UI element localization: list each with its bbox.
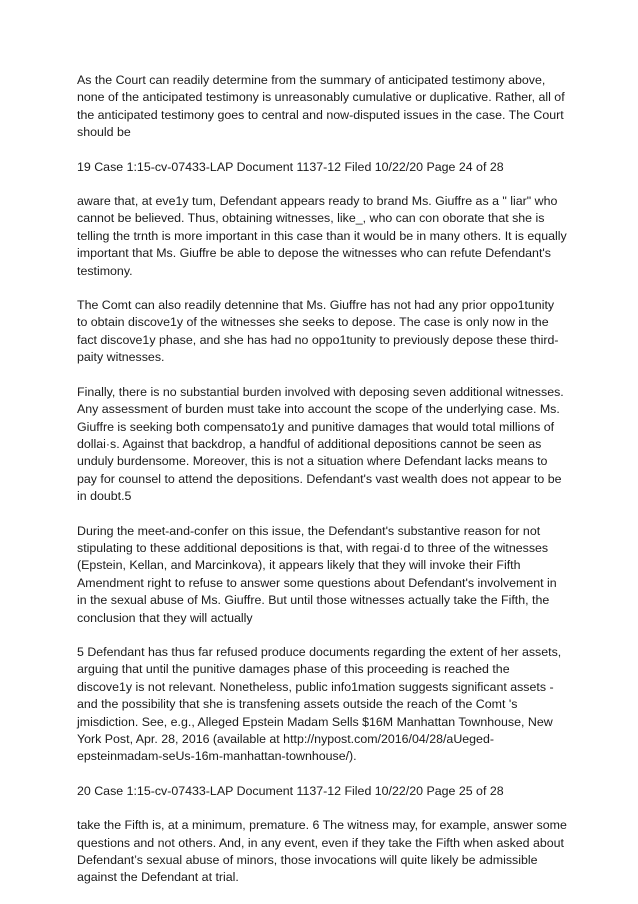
page-header-24: 19 Case 1:15-cv-07433-LAP Document 1137-12 Filed 10/22/20 Page 24 of 28 [77,159,504,174]
paragraph-no-substantial-burden: Finally, there is no substantial burden involved with deposing seven additional witnesses. Any assessment of burden must take into account the scope of the underlying case. Ms. Giuffre is seeking both compensato1y and punitive damages that would total millions of dollai·s. Against that backdrop, a handful of additional depositions cannot be seen as unduly burdensome. Moreover, this is not a situation where Defendant lacks means to pay for counsel to attend the depositions. Defendant's vast wealth does not appear to be in doubt.5 [77,384,564,504]
paragraph-cumulative-testimony: As the Court can readily determine from the summary of anticipated testimony above, none of the anticipated testimony is unreasonably cumulative or duplicative. Rather, all of the anticipated testimony goes to central and now-disputed issues in the case. The Court should be [77,73,565,140]
paragraph-meet-and-confer: During the meet-and-confer on this issue, the Defendant's substantive reason for not stipulating to these additional depositions is that, with regai·d to three of the witnesses (Epstein, Kellan, and Marcinkova), it appears likely that they will invoke their Fifth Amendment right to refuse to answer some questions about Defendant's involvement in in the sexual abuse of Ms. Giuffre. But until those witnesses actually take the Fifth, the conclusion that they will actually [77,523,557,625]
document-page [77,72,567,904]
paragraph-defendant-brands-liar: aware that, at eve1y tum, Defendant appears ready to brand Ms. Giuffre as a " liar" who cannot be believed. Thus, obtaining witnesses, like_, who can con oborate that she is telling the trnth is more important in this case than it would be in many others. It is equally important that Ms. Giuffre be able to depose the witnesses who can refute Defendant's testimony. [77,194,567,278]
paragraph-take-the-fifth: take the Fifth is, at a minimum, premature. 6 The witness may, for example, answer some questions and not others. And, in any event, even if they take the Fifth when asked about Defendant’s sexual abuse of minors, those invocations will quite likely be admissible against the Defendant at trial. [77,818,567,885]
footnote-5: 5 Defendant has thus far refused produce documents regarding the extent of her assets, arguing that until the punitive damages phase of this proceeding is reached the discove1y is not relevant. Nonetheless, public info1mation suggests significant assets - and the possibility that she is transfening assets outside the reach of the Comt 's jmisdiction. See, e.g., Alleged Epstein Madam Sells $16M Manhattan Townhouse, New York Post, Apr. 28, 2016 (available at http://nypost.com/2016/04/28/aUeged-epsteinmadam-seUs-16m-manhattan-townhouse/). [77,644,562,764]
page-header-25: 20 Case 1:15-cv-07433-LAP Document 1137-12 Filed 10/22/20 Page 25 of 28 [77,783,504,798]
paragraph-no-prior-opportunity: The Comt can also readily detennine that Ms. Giuffre has not had any prior oppo1tunity to obtain discove1y of the witnesses she seeks to depose. The case is only now in the fact discove1y phase, and she has had no oppo1tunity to previously depose these third-paity witnesses. [77,298,559,365]
